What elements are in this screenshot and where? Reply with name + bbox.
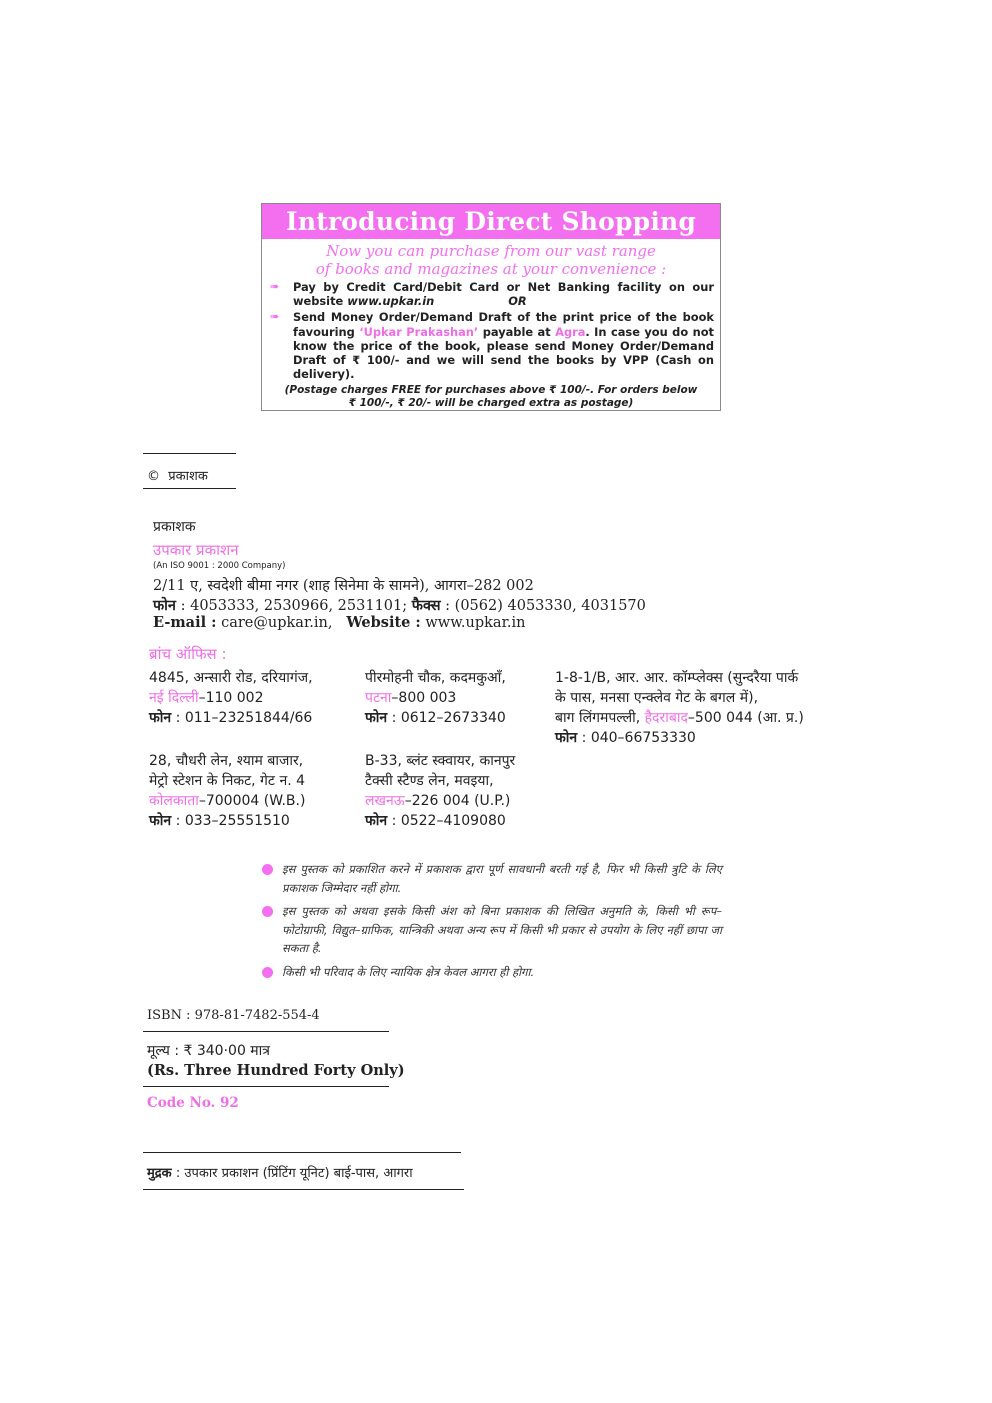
branch-address: 1-8-1/B, आर. आर. कॉम्प्लेक्स (सुन्दरैया पार्क bbox=[555, 670, 799, 686]
branch-city: हैदराबाद bbox=[644, 710, 688, 726]
email-label: E-mail : bbox=[153, 614, 217, 631]
publisher-address: 2/11 ए, स्वदेशी बीमा नगर (शाह सिनेमा के सामने), आगरा–282 002 bbox=[153, 578, 534, 594]
publisher-phone: : 4053333, 2530966, 2531101; bbox=[180, 598, 408, 614]
divider bbox=[143, 1031, 389, 1032]
branch-pin: –226 004 (U.P.) bbox=[404, 793, 511, 809]
copyright-holder: प्रकाशक bbox=[168, 469, 208, 484]
printer-label: मुद्रक bbox=[147, 1166, 172, 1181]
printer-line bbox=[147, 1163, 413, 1181]
ad-item2-favour: ‘Upkar Prakashan’ bbox=[359, 324, 479, 339]
copyright-line bbox=[147, 466, 208, 484]
branch-address: मेट्रो स्टेशन के निकट, गेट न. 4 bbox=[149, 773, 306, 789]
disclaimer-note bbox=[262, 902, 722, 958]
arrow-right-icon: ➠ bbox=[270, 280, 280, 293]
arrow-right-icon: ➠ bbox=[270, 310, 280, 324]
ad-item1-text: Pay by Credit Card/Debit Card or Net Banking facility on our website bbox=[293, 280, 714, 309]
ad-note-line1: (Postage charges FREE for purchases above ₹ 100/-. For orders below bbox=[284, 384, 698, 397]
bullet-icon bbox=[262, 967, 273, 978]
ad-item2-part2: payable at bbox=[482, 324, 551, 339]
ad-item2-part3: . In case you do not know the price of the book, please send Money Order/Demand Draft of ₹ 100/- and we will send the books by VPP (Cash on delivery). bbox=[293, 324, 714, 382]
branch-address: पीरमोहनी चौक, कदमकुआँ, bbox=[365, 670, 506, 686]
ad-item-card-payment bbox=[262, 280, 720, 308]
ad-subtitle bbox=[262, 242, 720, 278]
note-text: इस पुस्तक को अथवा इसके किसी अंश को बिना प्रकाशक की लिखित अनुमति के, किसी भी रूप–फोटोग्राफी, विद्युत–ग्राफिक, यान्त्रिकी अथवा अन्य रूप में किसी भी प्रकार से उपयोग के लिए नहीं छापा जा सकता है. bbox=[282, 904, 722, 955]
branch-phone: : 011–23251844/66 bbox=[175, 710, 313, 726]
branch-city: नई दिल्ली bbox=[149, 690, 199, 706]
branch-phone: : 0522–4109080 bbox=[391, 813, 506, 829]
ad-or-label: OR bbox=[508, 294, 527, 309]
phone-label: फोन bbox=[365, 710, 388, 726]
branch-city: लखनऊ bbox=[365, 793, 405, 809]
publisher-online bbox=[153, 613, 526, 633]
website-label: Website : bbox=[346, 614, 421, 631]
phone-label: फोन bbox=[149, 710, 172, 726]
bullet-icon bbox=[262, 864, 273, 875]
ad-note-line2: ₹ 100/-, ₹ 20/- will be charged extra as postage) bbox=[348, 397, 634, 410]
publisher-fax: : (0562) 4053330, 4031570 bbox=[445, 598, 646, 614]
disclaimer-note bbox=[262, 860, 722, 897]
copyright-symbol: © bbox=[147, 469, 160, 484]
branch-delhi bbox=[149, 668, 313, 728]
branch-pin: –500 044 (आ. प्र.) bbox=[687, 710, 804, 726]
ad-postage-note bbox=[262, 384, 720, 410]
isbn: ISBN : 978-81-7482-554-4 bbox=[147, 1008, 320, 1023]
branch-address: बाग लिंगमपल्ली, bbox=[555, 710, 641, 726]
ad-website-link[interactable]: www.upkar.in bbox=[347, 294, 435, 309]
direct-shopping-ad bbox=[261, 203, 721, 411]
branch-heading: ब्रांच ऑफिस : bbox=[149, 645, 227, 663]
branch-phone: : 040–66753330 bbox=[581, 730, 696, 746]
phone-label: फोन bbox=[149, 813, 172, 829]
branch-address: के पास, मनसा एन्क्लेव गेट के बगल में), bbox=[555, 690, 759, 706]
publisher-label: प्रकाशक bbox=[153, 519, 196, 535]
branch-kolkata bbox=[149, 751, 305, 831]
divider bbox=[143, 1152, 461, 1153]
branch-address: टैक्सी स्टैण्ड लेन, मवइया, bbox=[365, 773, 494, 789]
divider bbox=[143, 1086, 389, 1087]
divider bbox=[143, 453, 236, 454]
ad-item-money-order bbox=[262, 310, 720, 381]
iso-note: (An ISO 9001 : 2000 Company) bbox=[153, 561, 286, 571]
ad-subtitle-line2: of books and magazines at your convenience : bbox=[315, 260, 667, 278]
branch-patna bbox=[365, 668, 506, 728]
divider bbox=[143, 488, 236, 489]
code-number: Code No. 92 bbox=[147, 1095, 239, 1111]
publisher-name: उपकार प्रकाशन bbox=[153, 541, 239, 559]
note-text: इस पुस्तक को प्रकाशित करने में प्रकाशक द्वारा पूर्ण सावधानी बरती गई है, फिर भी किसी त्रुटि के लिए प्रकाशक जिम्मेदार नहीं होगा. bbox=[282, 862, 722, 895]
note-text: किसी भी परिवाद के लिए न्यायिक क्षेत्र केवल आगरा ही होगा. bbox=[282, 964, 535, 979]
phone-label: फोन bbox=[555, 730, 578, 746]
phone-label: फोन bbox=[365, 813, 388, 829]
branch-hyderabad bbox=[555, 668, 804, 748]
branch-city: पटना bbox=[365, 690, 392, 706]
branch-pin: –700004 (W.B.) bbox=[198, 793, 306, 809]
branch-address: 4845, अन्सारी रोड, दरियागंज, bbox=[149, 670, 313, 686]
publisher-email[interactable]: care@upkar.in, bbox=[221, 615, 333, 631]
branch-pin: –110 002 bbox=[198, 690, 264, 706]
ad-title: Introducing Direct Shopping bbox=[262, 204, 720, 239]
disclaimer-notes bbox=[262, 860, 722, 986]
ad-subtitle-line1: Now you can purchase from our vast range bbox=[326, 242, 656, 260]
branch-address: B-33, ब्लंट स्क्वायर, कानपुर bbox=[365, 753, 516, 769]
publisher-website[interactable]: www.upkar.in bbox=[425, 615, 526, 631]
divider bbox=[143, 1189, 464, 1190]
branch-address: 28, चौधरी लेन, श्याम बाजार, bbox=[149, 753, 304, 769]
disclaimer-note bbox=[262, 963, 722, 982]
branch-lucknow bbox=[365, 751, 515, 831]
ad-item2-part1: Send Money Order/Demand Draft of the print price of the book favouring bbox=[293, 310, 714, 339]
branch-phone: : 033–25551510 bbox=[175, 813, 290, 829]
price-hindi: मूल्य : ₹ 340·00 मात्र bbox=[147, 1043, 271, 1059]
bullet-icon bbox=[262, 906, 273, 917]
fax-label: फैक्स bbox=[411, 597, 441, 614]
branch-city: कोलकाता bbox=[149, 793, 199, 809]
branch-pin: –800 003 bbox=[391, 690, 457, 706]
branch-phone: : 0612–2673340 bbox=[391, 710, 506, 726]
phone-label: फोन bbox=[153, 597, 176, 614]
ad-item2-city: Agra bbox=[555, 324, 586, 339]
printer-text: : उपकार प्रकाशन (प्रिंटिंग यूनिट) बाई-पास, आगरा bbox=[175, 1166, 413, 1181]
price-english: (Rs. Three Hundred Forty Only) bbox=[147, 1062, 405, 1079]
